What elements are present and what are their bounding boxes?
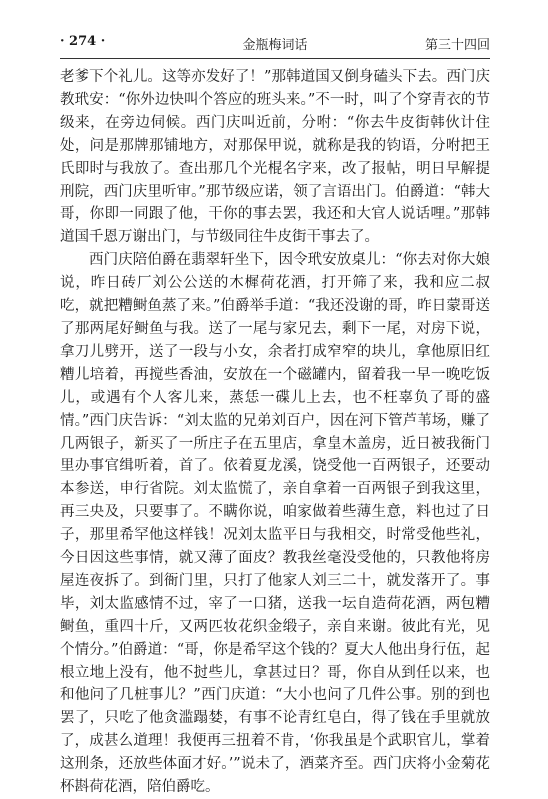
book-title: 金瓶梅词话 [242,38,308,53]
page-number: · 274 · [60,34,106,49]
paragraph-continued: 老爹下个礼儿。这等亦发好了！”那韩道国又倒身磕头下去。西门庆教玳安：“你外边快叫个答应的班头来。”不一时，叫了个穿青衣的节级来，在旁边伺候。西门庆叫近前，分咐：“你去牛皮街韩伙计住处，问是那牌那铺地方，对那保甲说，就称是我的钧语，分咐把王氏即时与我放了。查出那几个光棍名字来，改了报帖，明日早解提刑院，西门庆里听审。”那节级应诺，领了言语出门。伯爵道：“韩大哥，你即一同跟了他，干你的事去罢，我还和大官人说话哩。”那韩道国千恩万谢出门，与节级同往牛皮街干事去了。 [60,69,490,246]
body-text [60,66,490,799]
chapter-title: 第三十四回 [424,38,490,53]
running-head [60,34,490,54]
header-rule [60,58,490,59]
paragraph: 西门庆陪伯爵在翡翠轩坐下，因令玳安放桌儿：“你去对你大娘说，昨日砖厂刘公公送的木樨荷花酒，打开筛了来，我和应二叔吃，就把糟鲥鱼蒸了来。”伯爵举手道：“我还没谢的哥，昨日蒙哥送了那两尾好鲥鱼与我。送了一尾与家兄去，剩下一尾，对房下说，拿刀儿劈开，送了一段与小女，余者打成窄窄的块儿，拿他原旧红糟儿培着，再搅些香油，安放在一个磁罐内，留着我一早一晚吃饭儿，或遇有个人客儿来，蒸恁一碟儿上去，也不枉辜负了哥的盛情。”西门庆告诉：“刘太监的兄弟刘百户，因在河下管芦苇场，赚了几两银子，新买了一所庄子在五里店，拿皇木盖房，近日被我衙门里办事官缉听着，首了。依着夏龙溪，饶受他一百两银子，还要动本参送，申行省院。刘太监慌了，亲自拿着一百两银子到我这里，再三央及，只要事了。不瞒你说，咱家做着些薄生意，料也过了日子，那里希罕他这样钱！况刘太监平日与我相交，时常受他些礼，今日因这些事情，就又薄了面皮？教我丝毫没受他的，只教他将房屋连夜拆了。到衙门里，只打了他家人刘三二十，就发落开了。事毕，刘太监感情不过，宰了一口猪，送我一坛自造荷花酒，两包糟鲥鱼，重四十斤，又两匹妆花织金缎子，亲自来谢。彼此有光，见个情分。”伯爵道：“哥，你是希罕这个钱的？夏大人他出身行伍，起根立地上没有，他不挝些儿，拿甚过日？哥，你自从到任以来，也和他问了几桩事儿？”西门庆道：“大小也问了几件公事。别的到也罢了，只吃了他贪滥蹋婪，有事不论青红皂白，得了钱在手里就放了，成甚么道理！我便再三扭着不肯，‘你我虽是个武职官儿，掌着这刑条，还放些体面才好。’”说未了，酒菜齐至。西门庆将小金菊花杯斟荷花酒，陪伯爵吃。 [60,252,490,796]
